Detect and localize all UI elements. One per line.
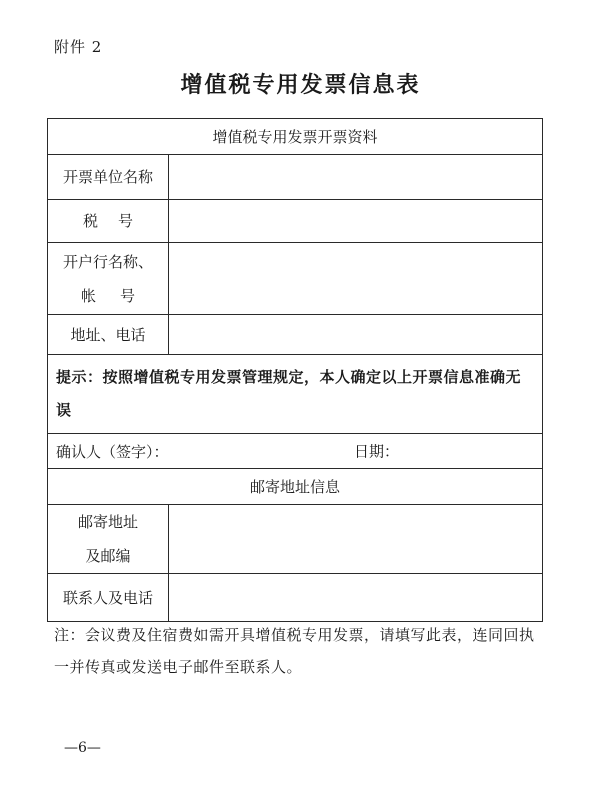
mailing-address-label-line1: 邮寄地址	[77, 513, 138, 531]
bank-account-label	[48, 243, 169, 315]
contact-label: 联系人及电话	[48, 574, 169, 622]
document-title: 增值税专用发票信息表	[180, 72, 421, 98]
footer-note: 注：会议费及住宿费如需开具增值税专用发票，请填写此表，连同回执一并传真或发送电子邮件至联系人。	[54, 626, 535, 676]
invoice-section-header: 增值税专用发票开票资料	[48, 119, 543, 155]
bank-account-label-line2: 帐号	[80, 286, 159, 305]
attachment-label: 附件 2	[54, 38, 103, 56]
bank-account-label-line1: 开户行名称、	[62, 252, 153, 271]
notice-text: 提示：按照增值税专用发票管理规定，本人确定以上开票信息准确无误	[48, 355, 543, 434]
tax-number-label-text: 税号	[82, 212, 153, 230]
address-phone-field[interactable]	[169, 315, 543, 355]
signer-label: 确认人（签字）：	[56, 442, 169, 461]
page-number: —6—	[64, 740, 101, 756]
address-phone-label: 地址、电话	[48, 315, 169, 355]
mailing-address-label	[48, 505, 169, 574]
date-label: 日期：	[354, 442, 400, 461]
confirm-row[interactable]	[48, 434, 543, 469]
mailing-section-header: 邮寄地址信息	[48, 469, 543, 505]
invoice-info-table	[47, 118, 543, 622]
company-name-field[interactable]	[169, 155, 543, 200]
mailing-address-field[interactable]	[169, 505, 543, 574]
contact-field[interactable]	[169, 574, 543, 622]
bank-account-field[interactable]	[169, 243, 543, 315]
company-name-label: 开票单位名称	[48, 155, 169, 200]
mailing-address-label-line2: 及邮编	[85, 547, 131, 565]
tax-number-label	[48, 200, 169, 243]
tax-number-field[interactable]	[169, 200, 543, 243]
